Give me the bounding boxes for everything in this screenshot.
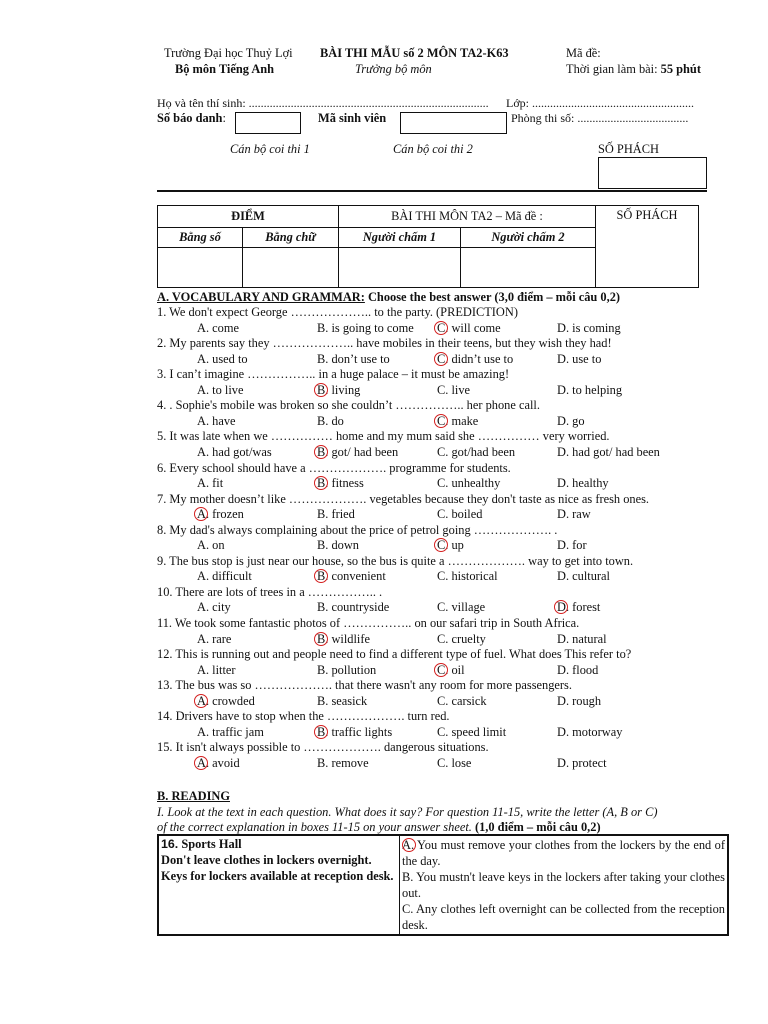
answer-option-c[interactable]: C. got/had been bbox=[437, 444, 516, 459]
answer-option-a[interactable]: A. traffic jam bbox=[197, 724, 264, 739]
answer-circle-mark bbox=[194, 507, 208, 521]
answer-option-c[interactable]: C. will come bbox=[437, 320, 501, 335]
answer-option-b[interactable]: B. down bbox=[317, 538, 359, 553]
question-text: 15. It isn't always possible to ………………. dangerous situations. bbox=[157, 740, 489, 755]
answer-circle-mark bbox=[194, 694, 208, 708]
answer-option-a[interactable]: A. have bbox=[197, 413, 236, 428]
answer-circle-mark bbox=[194, 756, 208, 770]
question-text: 9. The bus stop is just near our house, so the bus is quite a ………………. way to get into town. bbox=[157, 553, 634, 568]
answer-option-b[interactable]: B. do bbox=[317, 413, 344, 428]
answer-option-a[interactable]: A. litter bbox=[197, 662, 236, 677]
sign-title: 16. Sports Hall bbox=[161, 837, 242, 851]
answer-option-d[interactable]: D. forest bbox=[557, 600, 601, 615]
answer-option-a[interactable]: A. fit bbox=[197, 476, 224, 490]
answer-option-d[interactable]: D. go bbox=[557, 413, 585, 428]
question-text: 2. My parents say they ……………….. have mobiles in their teens, but they wish they had! bbox=[157, 336, 612, 351]
answer-option-a[interactable]: A. frozen bbox=[197, 507, 244, 522]
question-text: 8. My dad's always complaining about the price of petrol going ………………. . bbox=[157, 522, 558, 537]
phach-header: SỐ PHÁCH bbox=[596, 206, 699, 288]
answer-option-a[interactable]: A. rare bbox=[197, 631, 232, 646]
answer-circle-mark bbox=[314, 445, 328, 459]
answer-circle-mark bbox=[402, 838, 416, 852]
answer-option-d[interactable]: D. use to bbox=[557, 351, 602, 366]
answer-option-c[interactable]: C. didn’t use to bbox=[437, 351, 514, 366]
grader-1-cell[interactable] bbox=[339, 248, 461, 288]
answer-option-a[interactable]: A. had got/was bbox=[197, 444, 272, 459]
answer-option-d[interactable]: D. natural bbox=[557, 631, 607, 646]
answer-option-c[interactable]: C. make bbox=[437, 413, 479, 428]
answer-option-a[interactable]: A. to live bbox=[197, 382, 244, 397]
answer-option-b[interactable]: B. got/ had been bbox=[317, 444, 399, 459]
answer-circle-mark bbox=[434, 352, 448, 366]
question-text: 12. This is running out and people need to find a different type of fuel. What does This refer to? bbox=[157, 647, 632, 662]
answer-option-d[interactable]: D. motorway bbox=[557, 724, 623, 739]
answer-option-d[interactable]: D. rough bbox=[557, 693, 602, 708]
phach-box[interactable] bbox=[598, 157, 707, 189]
answer-option-b[interactable]: B. don’t use to bbox=[317, 351, 390, 366]
exam-title: BÀI THI MẪU số 2 MÔN TA2-K63 bbox=[320, 46, 509, 60]
question-text: 3. I can’t imagine …………….. in a huge palace – it must be amazing! bbox=[157, 367, 510, 382]
sbd-label: Số báo danh: bbox=[157, 111, 226, 125]
answer-option-d[interactable]: D. is coming bbox=[557, 320, 621, 335]
exam-code-label: Mã đề: bbox=[566, 46, 601, 60]
answer-option-d[interactable]: D. protect bbox=[557, 755, 607, 770]
answer-circle-mark bbox=[434, 663, 448, 677]
answer-option-c[interactable]: C. live bbox=[437, 382, 471, 397]
head-of-dept: Trưởng bộ môn bbox=[355, 62, 432, 76]
sbd-input-box[interactable] bbox=[235, 112, 301, 134]
answer-circle-mark bbox=[434, 321, 448, 335]
grader-1-header: Người chấm 1 bbox=[339, 228, 461, 248]
answer-circle-mark bbox=[314, 476, 328, 490]
answer-option-d[interactable]: D. flood bbox=[557, 662, 599, 677]
answer-circle-mark bbox=[314, 725, 328, 739]
divider-line bbox=[157, 190, 707, 192]
question-text: 14. Drivers have to stop when the ………………. turn red. bbox=[157, 709, 450, 724]
answer-option-c[interactable]: C. village bbox=[437, 600, 486, 615]
question-text: 5. It was late when we …………… home and my mum said she …………… very worried. bbox=[157, 429, 610, 444]
answer-circle-mark bbox=[314, 383, 328, 397]
answer-option-d[interactable]: D. had got/ had been bbox=[557, 444, 660, 459]
school-name: Trường Đại học Thuỷ Lợi bbox=[164, 46, 293, 60]
answer-option-c[interactable]: C. unhealthy bbox=[437, 476, 501, 490]
answer-option-d[interactable]: D. cultural bbox=[557, 569, 610, 584]
answer-option-b[interactable]: B. wildlife bbox=[317, 631, 370, 646]
msv-input-box[interactable] bbox=[400, 112, 507, 134]
room-field: Phòng thi số: ..................................... bbox=[511, 111, 689, 125]
bang-chu-cell[interactable] bbox=[243, 248, 339, 288]
reading-option-a[interactable]: A. You must remove your clothes from the lockers by the end of the day. bbox=[402, 838, 725, 868]
answer-option-c[interactable]: C. historical bbox=[437, 569, 498, 584]
section-a-heading: A. VOCABULARY AND GRAMMAR: Choose the best answer (3,0 điểm – mỗi câu 0,2) bbox=[157, 290, 621, 304]
section-b-heading: B. READING bbox=[157, 789, 230, 803]
exam-header: BÀI THI MÔN TA2 – Mã đề : bbox=[339, 206, 596, 228]
answer-circle-mark bbox=[434, 414, 448, 428]
bang-chu-header: Bằng chữ bbox=[243, 228, 339, 248]
proctor-2-label: Cán bộ coi thi 2 bbox=[393, 142, 473, 156]
class-field: Lớp: ...................................................... bbox=[506, 96, 695, 110]
answer-option-c[interactable]: C. carsick bbox=[437, 693, 487, 708]
answer-option-b[interactable]: B. traffic lights bbox=[317, 724, 393, 739]
exam-time: Thời gian làm bài: 55 phút bbox=[566, 62, 701, 76]
answer-option-b[interactable]: B. convenient bbox=[317, 569, 386, 584]
answer-option-a[interactable]: A. come bbox=[197, 320, 239, 335]
phach-label: SỐ PHÁCH bbox=[598, 142, 659, 156]
question-text: 1. We don't expect George ……………….. to the party. (PREDICTION) bbox=[157, 305, 518, 319]
section-b-instruction-1: I. Look at the text in each question. What does it say? For question 11-15, write the letter (A, B or C) bbox=[157, 805, 658, 819]
question-text: 10. There are lots of trees in a …………….. . bbox=[157, 584, 383, 599]
answer-option-a[interactable]: A. crowded bbox=[197, 693, 255, 708]
answer-option-b[interactable]: B. seasick bbox=[317, 693, 368, 708]
answer-option-c[interactable]: C. speed limit bbox=[437, 724, 507, 739]
answer-option-a[interactable]: A. difficult bbox=[197, 569, 252, 584]
section-b-instruction-2: of the correct explanation in boxes 11-15 on your answer sheet. (1,0 điểm – mỗi câu 0,2) bbox=[157, 820, 601, 834]
student-name-field: Họ và tên thí sinh: ................................................................................ bbox=[157, 96, 489, 110]
answer-option-c[interactable]: C. oil bbox=[437, 662, 465, 677]
reading-option-b[interactable]: B. You mustn't leave keys in the lockers after taking your clothes out. bbox=[402, 870, 725, 900]
answer-option-c[interactable]: C. up bbox=[437, 538, 464, 553]
score-table bbox=[157, 205, 699, 288]
reading-question-16 bbox=[157, 834, 729, 936]
answer-option-a[interactable]: A. used to bbox=[197, 351, 248, 366]
answer-option-b[interactable]: B. living bbox=[317, 382, 361, 397]
answer-option-c[interactable]: C. lose bbox=[437, 755, 472, 770]
answer-options-cell bbox=[400, 835, 729, 935]
answer-option-d[interactable]: D. to helping bbox=[557, 382, 623, 397]
proctor-1-label: Cán bộ coi thi 1 bbox=[230, 142, 310, 156]
diem-header: ĐIỂM bbox=[158, 206, 339, 228]
sign-body: Don't leave clothes in lockers overnight. Keys for lockers available at reception desk. bbox=[161, 853, 394, 883]
answer-option-c[interactable]: C. boiled bbox=[437, 507, 483, 522]
answer-option-d[interactable]: D. raw bbox=[557, 507, 591, 522]
answer-option-d[interactable]: D. healthy bbox=[557, 476, 609, 490]
grader-2-header: Người chấm 2 bbox=[461, 228, 596, 248]
answer-option-b[interactable]: B. is going to come bbox=[317, 320, 414, 335]
question-text: 4. . Sophie's mobile was broken so she couldn’t …………….. her phone call. bbox=[157, 398, 540, 413]
answer-option-a[interactable]: A. on bbox=[197, 538, 225, 553]
answer-option-b[interactable]: B. fried bbox=[317, 507, 355, 522]
grader-2-cell[interactable] bbox=[461, 248, 596, 288]
answer-option-b[interactable]: B. remove bbox=[317, 755, 369, 770]
department-name: Bộ môn Tiếng Anh bbox=[175, 62, 275, 76]
bang-so-header: Bằng số bbox=[158, 228, 243, 248]
answer-option-a[interactable]: A. avoid bbox=[197, 755, 240, 770]
question-text: 11. We took some fantastic photos of …………….. on our safari trip in South Africa. bbox=[157, 616, 580, 630]
answer-option-b[interactable]: B. pollution bbox=[317, 662, 377, 677]
answer-option-b[interactable]: B. fitness bbox=[317, 476, 364, 490]
question-text: 7. My mother doesn’t like ………………. vegetables because they don't taste as nice as fresh ones. bbox=[157, 491, 650, 506]
question-text: 6. Every school should have a ………………. programme for students. bbox=[157, 460, 511, 475]
answer-option-a[interactable]: A. city bbox=[197, 600, 231, 615]
msv-label: Mã sinh viên bbox=[318, 111, 387, 125]
bang-so-cell[interactable] bbox=[158, 248, 243, 288]
answer-circle-mark bbox=[314, 632, 328, 646]
answer-option-d[interactable]: D. for bbox=[557, 538, 587, 553]
question-text: 13. The bus was so ………………. that there wasn't any room for more passengers. bbox=[157, 678, 572, 693]
reading-option-c[interactable]: C. Any clothes left overnight can be collected from the reception desk. bbox=[402, 902, 725, 932]
sign-text-cell bbox=[158, 835, 400, 935]
answer-option-b[interactable]: B. countryside bbox=[317, 600, 390, 615]
answer-option-c[interactable]: C. cruelty bbox=[437, 631, 486, 646]
